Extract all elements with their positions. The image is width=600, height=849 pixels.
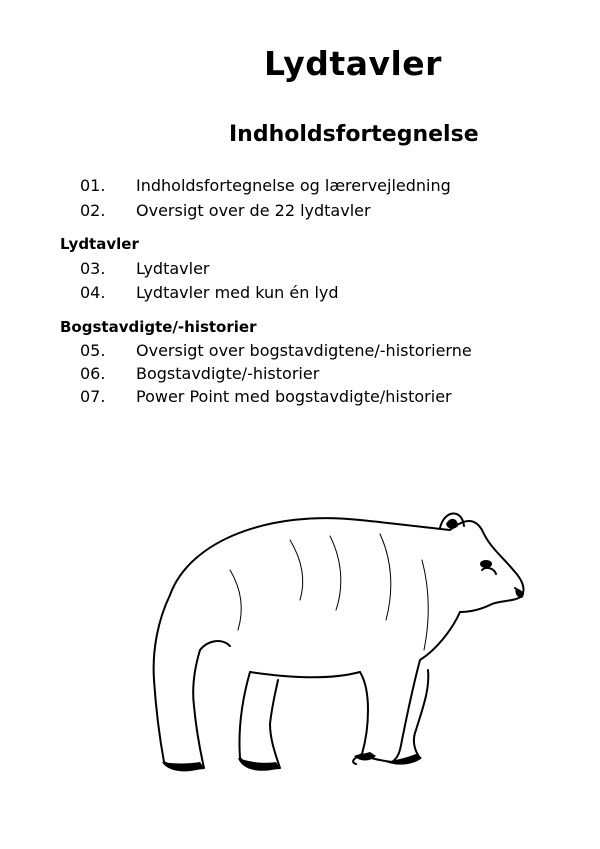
toc-item-number: 06. [80, 364, 106, 383]
toc-item-text: Lydtavler med kun én lyd [136, 283, 339, 302]
toc-item-text: Indholdsfortegnelse og lærervejledning [136, 176, 451, 195]
toc-item-number: 05. [80, 341, 106, 360]
toc-heading: Indholdsfortegnelse [229, 122, 479, 147]
page-title: Lydtavler [264, 44, 442, 83]
toc-item-number: 02. [80, 201, 106, 220]
toc-item-number: 01. [80, 176, 106, 195]
toc-item-number: 03. [80, 259, 106, 278]
section-heading-lydtavler: Lydtavler [60, 235, 139, 253]
polar-bear-illustration [130, 500, 530, 790]
toc-item-text: Bogstavdigte/-historier [136, 364, 320, 383]
toc-item-text: Oversigt over de 22 lydtavler [136, 201, 371, 220]
toc-item-text: Oversigt over bogstavdigtene/-historierne [136, 341, 472, 360]
toc-item-text: Power Point med bogstavdigte/historier [136, 387, 452, 406]
section-heading-bogstavdigte: Bogstavdigte/-historier [60, 318, 257, 336]
toc-item-number: 07. [80, 387, 106, 406]
toc-item-number: 04. [80, 283, 106, 302]
toc-item-text: Lydtavler [136, 259, 210, 278]
